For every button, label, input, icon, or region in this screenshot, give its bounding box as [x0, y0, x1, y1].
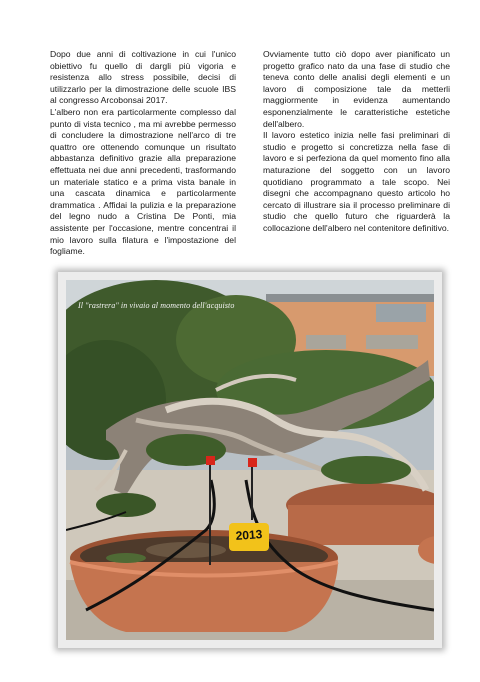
article-right-column	[263, 49, 450, 235]
year-tag	[229, 523, 269, 551]
bonsai-photo-illustration	[66, 280, 434, 640]
year-tag-label: 2013	[235, 527, 263, 543]
paragraph: L'albero non era particolarmente complesso dal punto di vista tecnico , ma mi avrebbe permesso di concludere la dimostrazione nell'arco di tre quattro ore ottenendo comunque un risultato abbastanza definitivo grazie alla preparazione effettuata nei due anni precedenti, trasformando un materiale statico e a prima vista banale in una cascata dinamica e particolarmente drammatica . Affidai la pulizia e la preparazione del legno nudo a Cristina De Ponti, mia assistente per l'occasione, mentre concentrai il mio lavoro sulla filatura e l'impostazione del fogliame.	[50, 106, 236, 257]
article-left-column	[50, 49, 236, 258]
photo-caption: Il "rastrera" in vivaio al momento dell'acquisto	[78, 301, 235, 310]
paragraph: Dopo due anni di coltivazione in cui l'unico obiettivo fu quello di dargli più vigoria e resistenza allo stress possibile, decisi di utilizzarlo per la dimostrazione delle scuole IBS al congresso Arcobonsai 2017.	[50, 49, 236, 106]
bonsai-photo	[66, 280, 434, 640]
paragraph: Il lavoro estetico inizia nelle fasi preliminari di studio e progetto si concretizza nella fase di lavoro e si perfeziona da quel momento fino alla maturazione del soggetto con un lavoro quotidiano programmato a tale scopo. Nei disegni che accompagnano questo articolo ho cercato di illustrare sia il processo preliminare di studio che quello futuro che riguarderà la collocazione dell'albero nel contenitore definitivo.	[263, 130, 450, 233]
paragraph: Ovviamente tutto ciò dopo aver pianificato un progetto grafico nato da una fase di studio che teneva conto delle analisi degli elementi e un lavoro di composizione tale da metterli maggiormente in evidenza aumentando esponenzialmente le caratteristiche estetiche dell'albero.	[263, 49, 450, 129]
photo-frame	[58, 272, 442, 648]
